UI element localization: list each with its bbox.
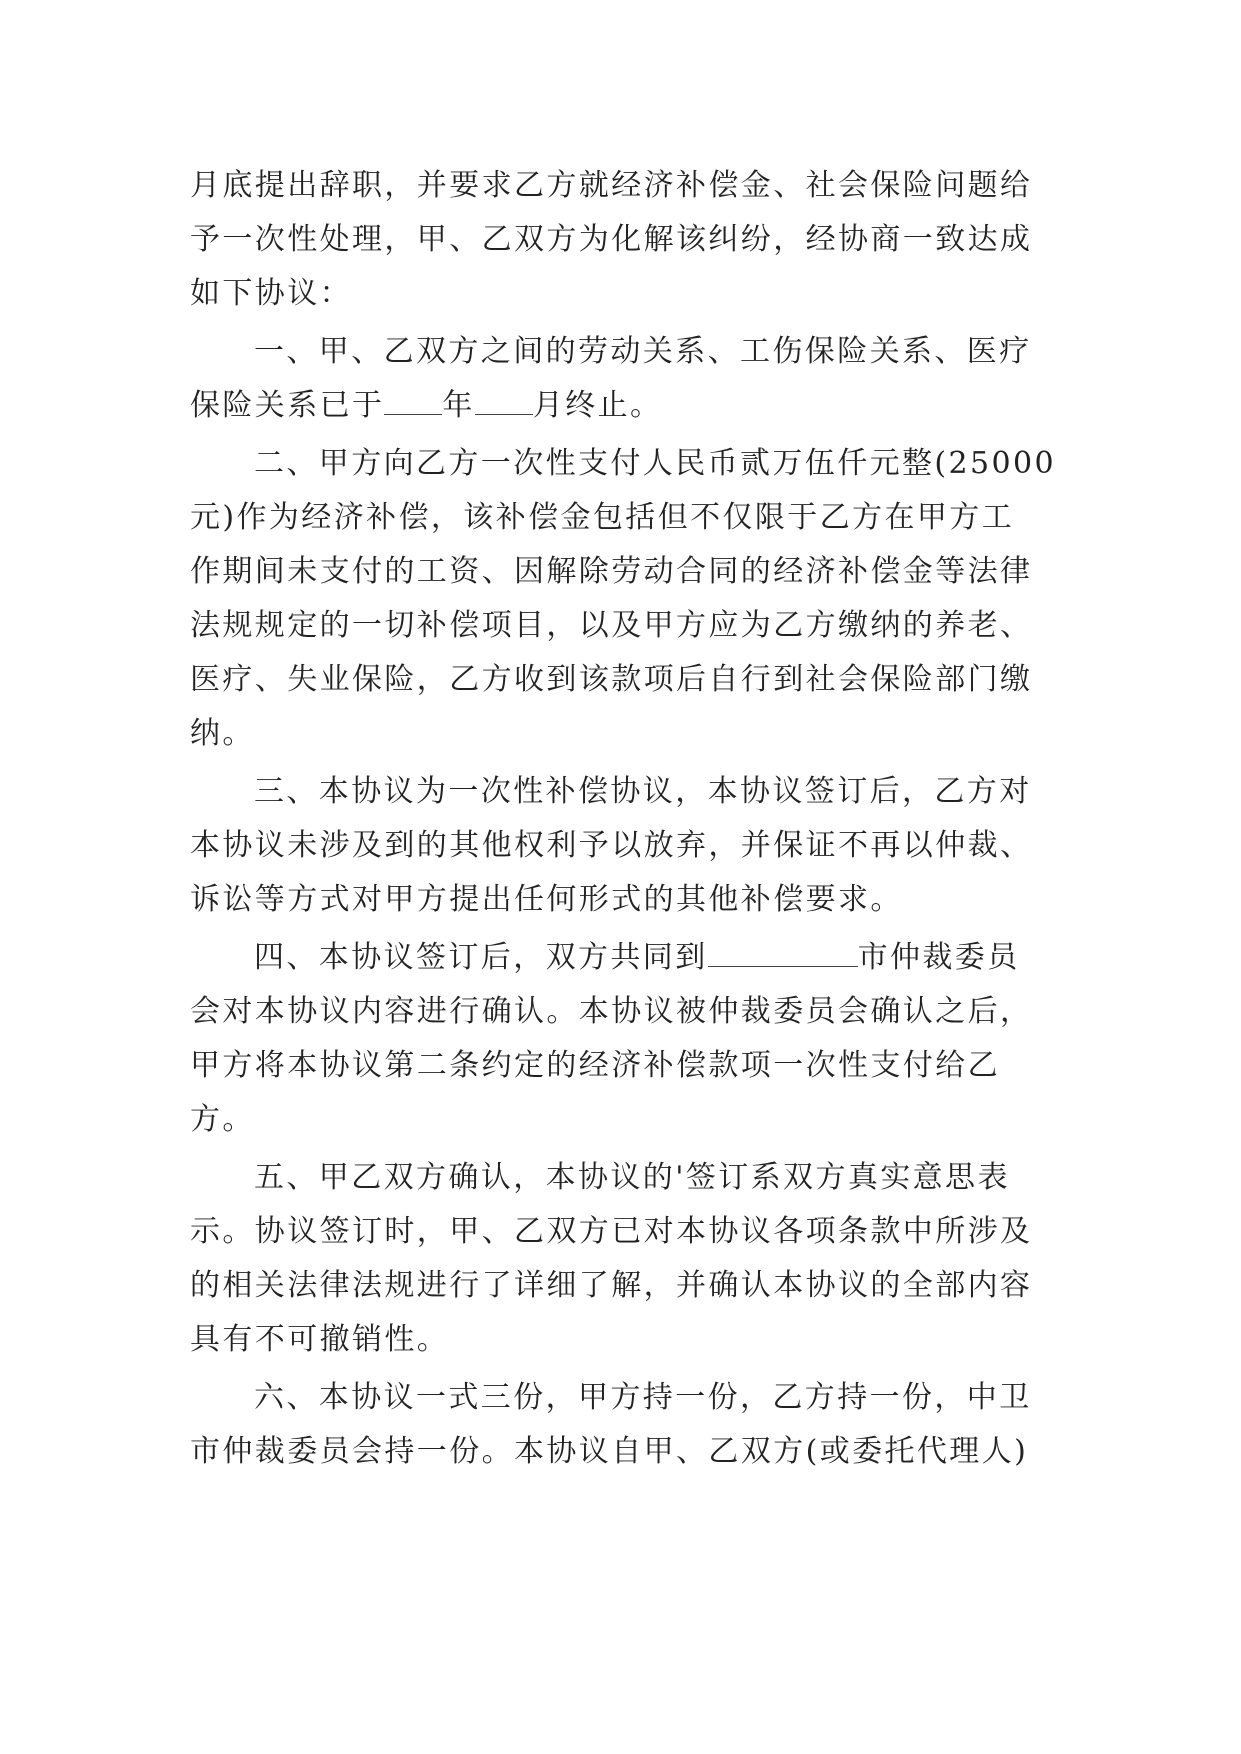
text-line	[190, 931, 1070, 985]
clause4-text-b: 市仲裁委员	[857, 940, 1020, 975]
text-line: 元)作为经济补偿，该补偿金包括但不仅限于乙方在甲方工	[190, 500, 1015, 535]
text-line: 方。	[190, 1102, 255, 1137]
text-line: 月底提出辞职，并要求乙方就经济补偿金、社会保险问题给	[190, 168, 1033, 203]
clause-2	[190, 437, 1070, 761]
text-line: 法规规定的一切补偿项目，以及甲方应为乙方缴纳的养老、	[190, 608, 1033, 643]
text-line: 纳。	[190, 716, 255, 751]
text-line	[190, 379, 1070, 433]
text-line: 诉讼等方式对甲方提出任何形式的其他补偿要求。	[190, 882, 903, 917]
text-line: 六、本协议一式三份，甲方持一份，乙方持一份，中卫	[254, 1380, 1032, 1415]
clause4-text-a: 四、本协议签订后，双方共同到	[254, 940, 708, 975]
text-line: 会对本协议内容进行确认。本协议被仲裁委员会确认之后，	[190, 994, 1033, 1029]
intro-paragraph	[190, 159, 1070, 321]
text-line: 作期间未支付的工资、因解除劳动合同的经济补偿金等法律	[190, 554, 1033, 589]
document-page	[190, 159, 1070, 1483]
text-line: 三、本协议为一次性补偿协议，本协议签订后，乙方对	[254, 774, 1032, 809]
text-line: 医疗、失业保险，乙方收到该款项后自行到社会保险部门缴	[190, 662, 1033, 697]
clause-4	[190, 931, 1070, 1147]
clause-6	[190, 1371, 1070, 1479]
blank-month-field	[475, 384, 533, 415]
text-line: 市仲裁委员会持一份。本协议自甲、乙双方(或委托代理人)	[190, 1434, 1029, 1469]
text-line: 本协议未涉及到的其他权利予以放弃，并保证不再以仲裁、	[190, 828, 1033, 863]
clause1-text-a: 保险关系已于	[190, 388, 385, 423]
clause1-text-b: 年	[442, 388, 475, 423]
text-line: 予一次性处理，甲、乙双方为化解该纠纷，经协商一致达成	[190, 222, 1033, 257]
text-line: 示。协议签订时，甲、乙双方已对本协议各项条款中所涉及	[190, 1214, 1033, 1249]
clause-5	[190, 1151, 1070, 1367]
text-line: 二、甲方向乙方一次性支付人民币贰万伍仟元整(25000	[254, 446, 1056, 481]
text-line: 五、甲乙双方确认，本协议的'签订系双方真实意思表	[254, 1160, 1010, 1195]
text-line: 具有不可撤销性。	[190, 1322, 450, 1357]
text-line: 如下协议：	[190, 276, 352, 311]
clause-1	[190, 325, 1070, 433]
text-line: 一、甲、乙双方之间的劳动关系、工伤保险关系、医疗	[254, 334, 1032, 369]
clause-3	[190, 765, 1070, 927]
clause1-text-c: 月终止。	[532, 388, 663, 423]
blank-year-field	[384, 384, 442, 415]
text-line: 的相关法律法规进行了详细了解，并确认本协议的全部内容	[190, 1268, 1033, 1303]
text-line: 甲方将本协议第二条约定的经济补偿款项一次性支付给乙	[190, 1048, 1000, 1083]
blank-city-field	[708, 936, 858, 967]
